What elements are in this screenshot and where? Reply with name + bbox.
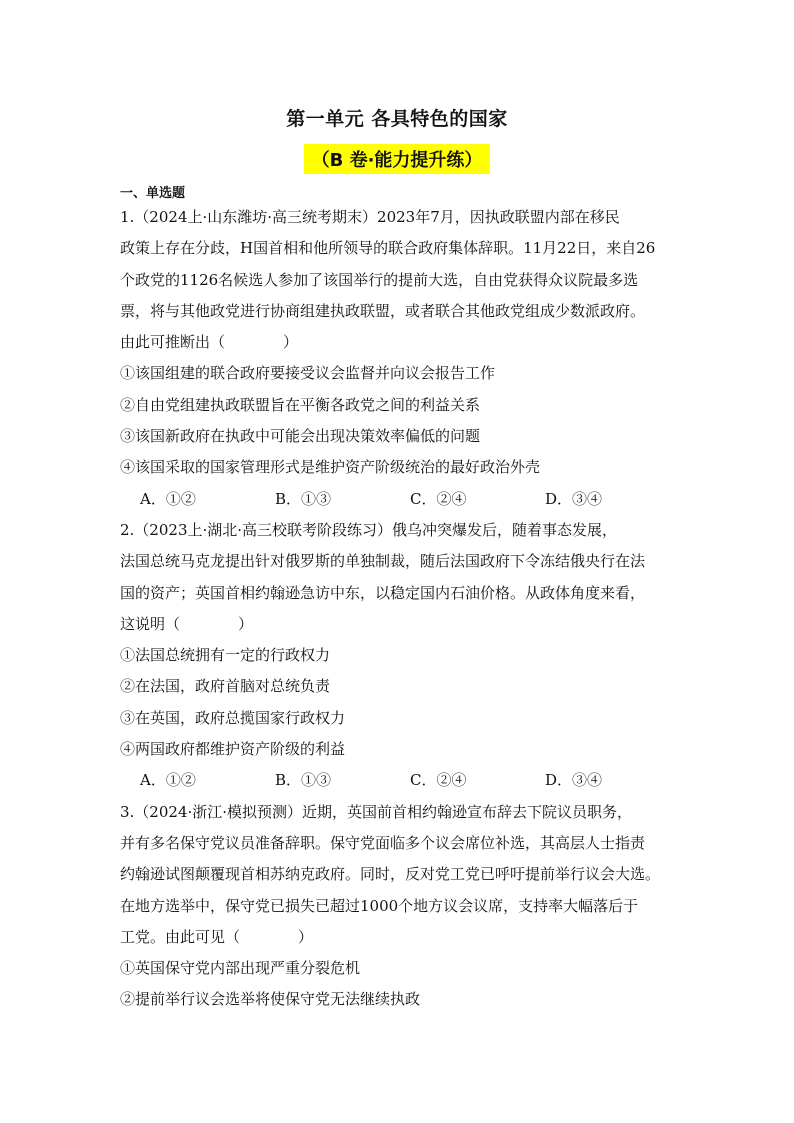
stem-line: 在地方选举中，保守党已损失已超过1000个地方议会议席，支持率大幅落后于 — [120, 896, 639, 915]
choice-b[interactable]: B．①③ — [275, 771, 332, 790]
question-prompt — [120, 327, 680, 358]
answer-choices — [120, 484, 680, 515]
statement-option: ③在英国，政府总揽国家行政权力 — [120, 708, 346, 727]
prompt-close: ） — [283, 333, 299, 352]
stem-line: 国的资产；英国首相约翰逊急访中东，以稳定国内石油价格。从政体角度来看， — [120, 583, 646, 602]
stem-line: 票，将与其他政党进行协商组建执政联盟，或者联合其他政党组成少数派政府。 — [120, 301, 646, 320]
stem-line: 政策上存在分歧，H国首相和他所领导的联合政府集体辞职。11月22日，来自26 — [120, 239, 656, 258]
statement-option: ①法国总统拥有一定的行政权力 — [120, 646, 331, 665]
prompt-text: 工党。由此可见（ — [120, 927, 241, 946]
page-title: 第一单元 各具特色的国家 — [286, 108, 508, 130]
stem-line: 法国总统马克龙提出针对俄罗斯的单独制裁，随后法国政府下令冻结俄央行在法 — [120, 552, 646, 571]
stem-line: 1.（2024上·山东潍坊·高三统考期末）2023年7月，因执政联盟内部在移民 — [120, 208, 620, 226]
section-heading: 一、单选题 — [120, 186, 186, 201]
stem-line: 2.（2023上·湖北·高三校联考阶段练习）俄乌冲突爆发后，随着事态发展， — [120, 520, 618, 539]
answer-choices — [120, 765, 680, 796]
statement-option: ①英国保守党内部出现严重分裂危机 — [120, 959, 361, 978]
question-list — [120, 202, 680, 1016]
prompt-text: 这说明（ — [120, 614, 181, 633]
prompt-close: ） — [298, 927, 314, 946]
subtitle-container — [0, 144, 794, 174]
prompt-close: ） — [238, 614, 254, 633]
choice-c[interactable]: C．②④ — [410, 771, 467, 790]
statement-option: ④该国采取的国家管理形式是维护资产阶级统治的最好政治外壳 — [120, 458, 541, 477]
choice-b[interactable]: B．①③ — [275, 489, 332, 508]
statement-option: ②提前举行议会选举将使保守党无法继续执政 — [120, 990, 421, 1009]
question-2 — [120, 515, 680, 797]
stem-line: 并有多名保守党议员准备辞职。保守党面临多个议会席位补选，其高层人士指责 — [120, 833, 646, 852]
page-subtitle: （B 卷·能力提升练） — [304, 144, 491, 174]
statement-option: ④两国政府都维护资产阶级的利益 — [120, 740, 346, 759]
stem-line: 约翰逊试图颠覆现首相苏纳克政府。同时，反对党工党已呼吁提前举行议会大选。 — [120, 865, 661, 884]
prompt-text: 由此可推断出（ — [120, 333, 226, 352]
question-prompt — [120, 609, 680, 640]
choice-d[interactable]: D．③④ — [545, 771, 603, 790]
choice-a[interactable]: A．①② — [140, 771, 196, 790]
question-1 — [120, 202, 680, 515]
statement-option: ②在法国，政府首脑对总统负责 — [120, 677, 331, 696]
stem-line: 3.（2024·浙江·模拟预测）近期，英国前首相约翰逊宣布辞去下院议员职务， — [120, 802, 633, 821]
question-prompt — [120, 922, 680, 953]
statement-option: ①该国组建的联合政府要接受议会监督并向议会报告工作 — [120, 364, 496, 383]
stem-line: 个政党的1126名候选人参加了该国举行的提前大选，自由党获得众议院最多选 — [120, 270, 639, 289]
choice-c[interactable]: C．②④ — [410, 489, 467, 508]
question-3 — [120, 797, 680, 1016]
statement-option: ③该国新政府在执政中可能会出现决策效率偏低的问题 — [120, 427, 481, 446]
choice-a[interactable]: A．①② — [140, 489, 196, 508]
statement-option: ②自由党组建执政联盟旨在平衡各政党之间的利益关系 — [120, 395, 481, 414]
choice-d[interactable]: D．③④ — [545, 489, 603, 508]
